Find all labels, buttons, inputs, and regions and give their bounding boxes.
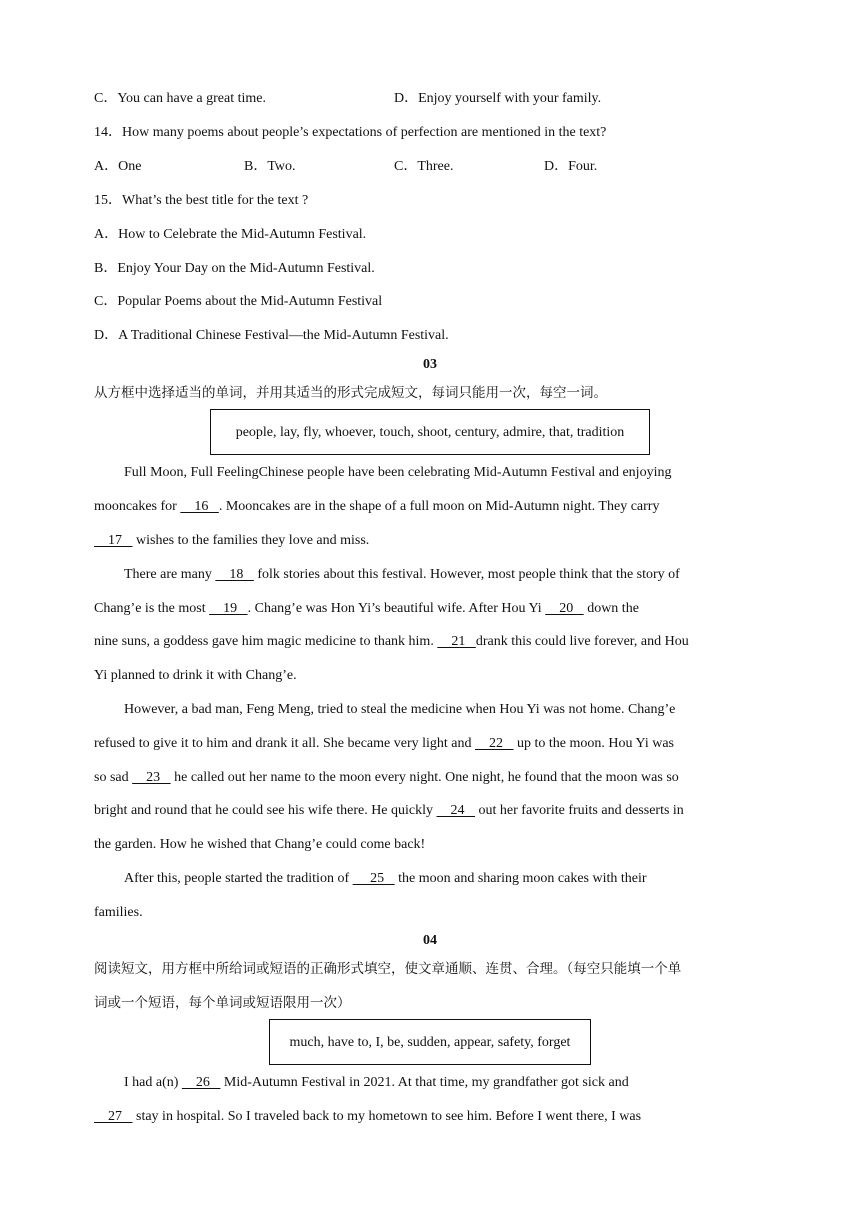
passage-line <box>124 464 671 482</box>
section04-instruction-line1: 阅读短文，用方框中所给词或短语的正确形式填空，使文章通顺、连贯、合理。（每空只能填一个单 <box>94 961 682 977</box>
passage-text: refused to give it to him and drank it all. She became very light and <box>94 736 476 751</box>
q15-option-b: B．Enjoy Your Day on the Mid-Autumn Festival. <box>94 261 375 276</box>
q14-option-c: C．Three. <box>394 159 454 174</box>
passage-text: bright and round that he could see his wife there. He quickly <box>94 803 437 818</box>
passage-line <box>94 802 684 820</box>
answer-blank: 18 <box>215 567 254 582</box>
passage-text: the moon and sharing moon cakes with their <box>394 871 647 886</box>
q15-option-d: D．A Traditional Chinese Festival—the Mid-Autumn Festival. <box>94 328 449 343</box>
passage-text: There are many <box>124 567 216 582</box>
answer-blank: 20 <box>545 601 584 616</box>
section04-instruction-line2: 词或一个短语，每个单词或短语限用一次） <box>94 995 351 1011</box>
passage-line <box>94 836 425 854</box>
passage-text: Yi planned to drink it with Chang’e. <box>94 668 297 683</box>
q14-option-b: B．Two. <box>244 159 296 174</box>
passage-text: so sad <box>94 770 133 785</box>
passage-line <box>94 667 297 685</box>
passage-text: folk stories about this festival. However, most people think that the story of <box>253 567 680 582</box>
answer-blank: 21 <box>437 634 476 649</box>
passage-text: down the <box>583 601 639 616</box>
passage-text: he called out her name to the moon every night. One night, he found that the moon was so <box>170 770 679 785</box>
passage-text: . Mooncakes are in the shape of a full moon on Mid-Autumn night. They carry <box>218 499 660 514</box>
q15-option-c: C．Popular Poems about the Mid-Autumn Festival <box>94 294 383 309</box>
passage-line <box>94 904 143 922</box>
answer-blank: 24 <box>436 803 476 818</box>
passage-text: families. <box>94 905 143 920</box>
passage-line <box>124 1074 629 1092</box>
q14-stem: 14．How many poems about people’s expectations of perfection are mentioned in the text? <box>94 125 607 140</box>
passage-text: mooncakes for <box>94 499 181 514</box>
passage-line <box>124 870 647 888</box>
answer-blank: 19 <box>209 601 248 616</box>
passage-line <box>124 701 675 719</box>
passage-text: the garden. How he wished that Chang’e could come back! <box>94 837 426 852</box>
passage-text: However, a bad man, Feng Meng, tried to steal the medicine when Hou Yi was not home. Chang’e <box>124 702 676 717</box>
passage-line <box>94 633 689 651</box>
passage-line <box>94 735 674 753</box>
passage-line <box>124 566 680 584</box>
passage-text: Mid-Autumn Festival in 2021. At that time, my grandfather got sick and <box>220 1075 629 1090</box>
q15-stem: 15．What’s the best title for the text ? <box>94 193 309 208</box>
section-number-04: 04 <box>423 933 437 948</box>
passage-text: Chang’e is the most <box>94 601 210 616</box>
q13-option-c: C．You can have a great time. <box>94 91 266 106</box>
passage-line <box>94 1108 641 1126</box>
section03-word-box: people, lay, fly, whoever, touch, shoot, century, admire, that, tradition <box>210 409 650 455</box>
passage-line <box>94 769 679 787</box>
passage-text: . Chang’e was Hon Yi’s beautiful wife. After Hou Yi <box>247 601 546 616</box>
section03-instruction: 从方框中选择适当的单词，并用其适当的形式完成短文，每词只能用一次，每空一词。 <box>94 385 607 401</box>
passage-text: out her favorite fruits and desserts in <box>475 803 684 818</box>
section04-word-box: much, have to, I, be, sudden, appear, safety, forget <box>269 1019 591 1065</box>
passage-text: stay in hospital. So I traveled back to my hometown to see him. Before I went there, I was <box>132 1109 642 1124</box>
answer-blank: 27 <box>94 1109 133 1124</box>
passage-text: I had a(n) <box>124 1075 182 1090</box>
passage-text: wishes to the families they love and miss. <box>132 533 370 548</box>
passage-text: Full Moon, Full FeelingChinese people have been celebrating Mid-Autumn Festival and enjoying <box>124 465 672 480</box>
answer-blank: 22 <box>475 736 514 751</box>
answer-blank: 17 <box>94 533 133 548</box>
answer-blank: 23 <box>132 770 171 785</box>
passage-text: up to the moon. Hou Yi was <box>513 736 674 751</box>
answer-blank: 25 <box>352 871 395 886</box>
q14-option-a: A．One <box>94 159 142 174</box>
q15-option-a: A．How to Celebrate the Mid-Autumn Festival. <box>94 227 367 242</box>
answer-blank: 16 <box>180 499 219 514</box>
passage-text: drank this could live forever, and Hou <box>475 634 689 649</box>
passage-line <box>94 532 369 550</box>
q13-option-d: D．Enjoy yourself with your family. <box>394 91 602 106</box>
section-number-03: 03 <box>423 357 437 372</box>
answer-blank: 26 <box>181 1075 221 1090</box>
passage-line <box>94 498 659 516</box>
passage-text: After this, people started the tradition of <box>124 871 353 886</box>
q14-option-d: D．Four. <box>544 159 598 174</box>
passage-text: nine suns, a goddess gave him magic medicine to thank him. <box>94 634 438 649</box>
passage-line <box>94 600 639 618</box>
